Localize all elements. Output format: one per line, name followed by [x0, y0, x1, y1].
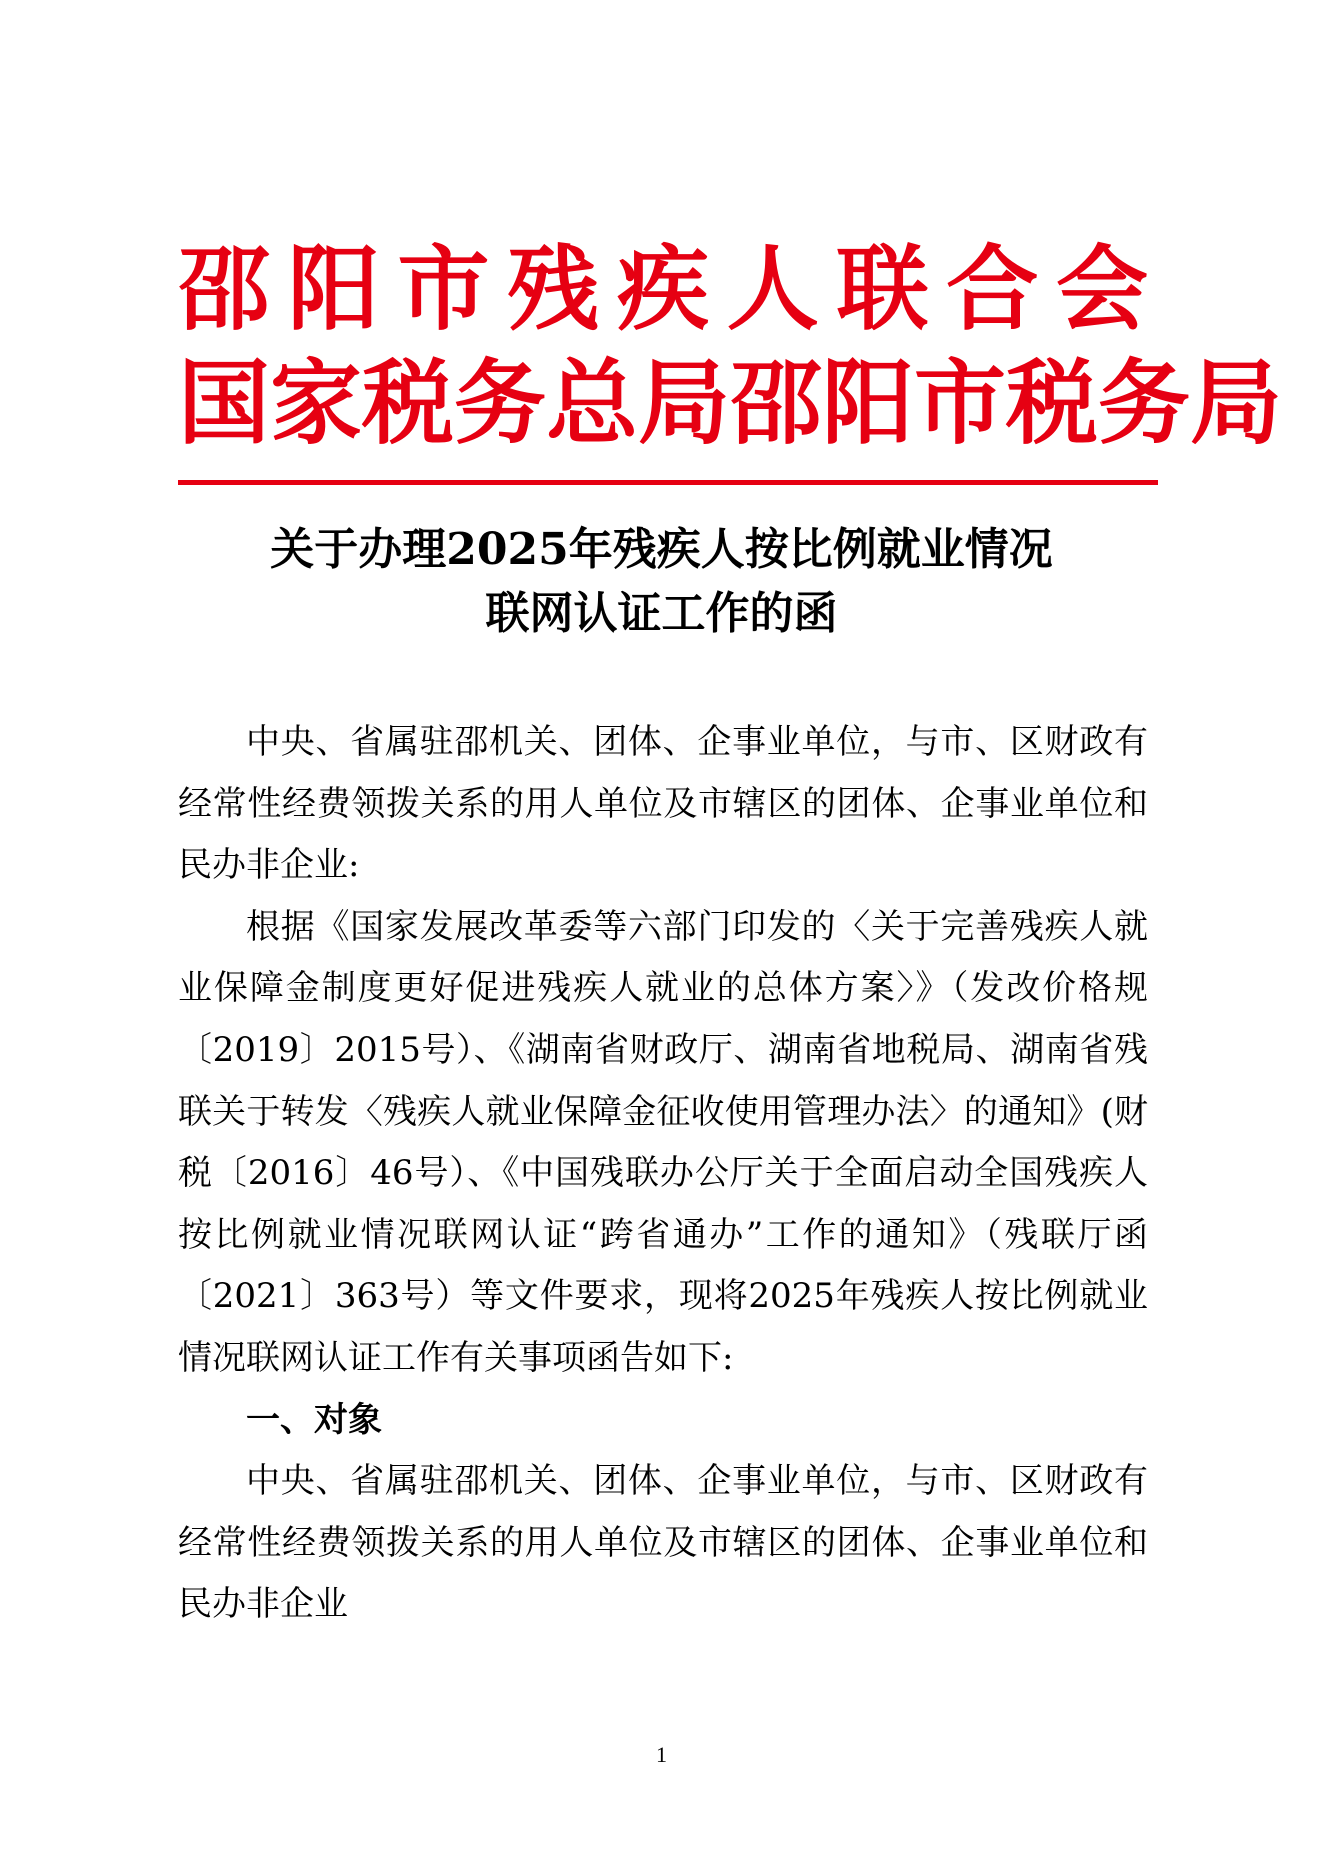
- red-separator-line: [178, 480, 1158, 485]
- document-title-line-2: 联网认证工作的函: [485, 588, 838, 639]
- issuer-name-disabled-persons-federation: 邵阳市残疾人联合会: [178, 236, 1148, 343]
- document-title-line-1: 关于办理2025年残疾人按比例就业情况: [270, 524, 1053, 575]
- section-1-text: 中央、省属驻邵机关、团体、企事业单位，与市、区财政有经常性经费领拨关系的用人单位及市辖区的团体、企事业单位和民办非企业: [178, 1461, 1148, 1625]
- document-body: [178, 712, 1148, 1636]
- issuer-name-tax-bureau: 国家税务总局邵阳市税务局: [178, 350, 1283, 457]
- body-paragraph-1: 根据《国家发展改革委等六部门印发的〈关于完善残疾人就业保障金制度更好促进残疾人就业的总体方案〉》（发改价格规〔2019〕2015号）、《湖南省财政厅、湖南省地税局、湖南省残联关于转发〈残疾人就业保障金征收使用管理办法〉的通知》(财税〔2016〕46号）、《中国残联办公厅关于全面启动全国残疾人按比例就业情况联网认证“跨省通办”工作的通知》（残联厅函〔2021〕363号）等文件要求，现将2025年残疾人按比例就业情况联网认证工作有关事项函告如下:: [178, 906, 1148, 1378]
- section-heading-1: 一、对象: [246, 1399, 382, 1440]
- page-number: 1: [656, 1742, 667, 1767]
- salutation: 中央、省属驻邵机关、团体、企事业单位，与市、区财政有经常性经费领拨关系的用人单位及市辖区的团体、企事业单位和民办非企业:: [178, 722, 1148, 886]
